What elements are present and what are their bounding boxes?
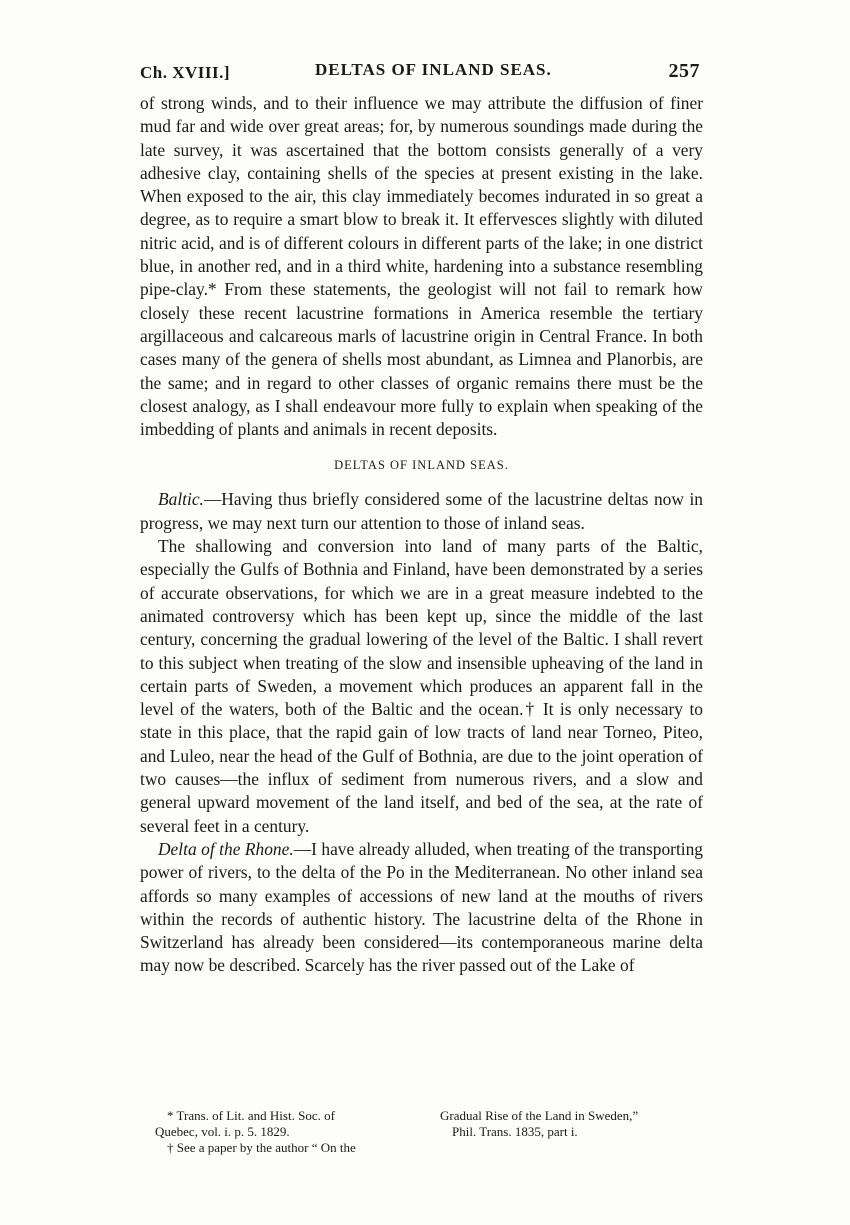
page-number: 257 bbox=[668, 60, 700, 82]
paragraph-lead-baltic: Baltic. bbox=[158, 489, 204, 510]
footnote-1-line-2: Quebec, vol. i. p. 5. 1829. bbox=[155, 1124, 290, 1139]
footnote-2-line-1: † See a paper by the author “ On the bbox=[167, 1140, 356, 1155]
body-text bbox=[140, 92, 703, 978]
paragraph-text-baltic: —Having thus briefly considered some of the lacustrine deltas now in progress, we may next turn our attention to those of inland seas. bbox=[140, 489, 703, 533]
paragraph-shallowing: The shallowing and conversion into land of many parts of the Baltic, especially the Gulfs of Bothnia and Finland, have been demonstrated by a series of accurate observations, for which we are in a great measure indebted to the animated controversy which has been kept up, since the middle of the last century, concerning the gradual lowering of the level of the Baltic. I shall revert to this subject when treating of the slow and insensible upheaving of the land in certain parts of Sweden, a movement which produces an apparent fall in the level of the waters, both of the Baltic and the ocean.† It is only necessary to state in this place, that the rapid gain of low tracts of land near Torneo, Piteo, and Luleo, near the head of the Gulf of Bothnia, are due to the joint operation of two causes—the influx of sediment from numerous rivers, and a slow and general upward movement of the land itself, and bed of the sea, at the rate of several feet in a century. bbox=[140, 536, 703, 836]
paragraph-baltic bbox=[140, 488, 703, 535]
paragraph-continuation: of strong winds, and to their influence we may attribute the diffusion of finer mud far and wide over great areas; for, by numerous soundings made during the late survey, it was ascertained that the bottom consists generally of a very adhesive clay, containing shells of the species at present existing in the lake. When exposed to the air, this clay immediately becomes indurated in so great a degree, as to require a smart blow to break it. It effervesces slightly with diluted nitric acid, and is of different colours in different parts of the lake; in one district blue, in another red, and in a third white, hardening into a substance resembling pipe-clay.* From these statements, the geologist will not fail to remark how closely these recent lacustrine formations in America resemble the tertiary argillaceous and calcareous marls of lacustrine origin in Central France. In both cases many of the genera of shells most abundant, as Limnea and Planorbis, are the same; and in regard to other classes of organic remains there must be the closest analogy, as I shall endeavour more fully to explain when speaking of the imbedding of plants and animals in recent deposits. bbox=[140, 93, 703, 440]
footnote-column-right bbox=[440, 1108, 715, 1140]
section-heading: DELTAS OF INLAND SEAS. bbox=[334, 458, 509, 473]
footnote-2-line-2: Gradual Rise of the Land in Sweden,” bbox=[440, 1108, 639, 1123]
paragraph-text-rhone: —I have already alluded, when treating of the transporting power of rivers, to the delta of the Po in the Mediterranean. No other inland sea affords so many examples of accessions of new land at the mouths of rivers within the records of authentic history. The lacustrine delta of the Rhone in Switzerland has already been considered—its contemporaneous marine delta may now be described. Scarcely has the river passed out of the Lake of bbox=[140, 838, 703, 976]
footnote-1-line-1: * Trans. of Lit. and Hist. Soc. of bbox=[167, 1108, 335, 1123]
footnote-column-left bbox=[155, 1108, 425, 1156]
paragraph-lead-rhone: Delta of the Rhone. bbox=[158, 838, 294, 859]
footnote-2-line-3: Phil. Trans. 1835, part i. bbox=[452, 1124, 578, 1139]
chapter-label: Ch. XVIII.] bbox=[140, 63, 231, 82]
paragraph-rhone bbox=[140, 838, 703, 978]
running-title: DELTAS OF INLAND SEAS. bbox=[315, 60, 552, 79]
